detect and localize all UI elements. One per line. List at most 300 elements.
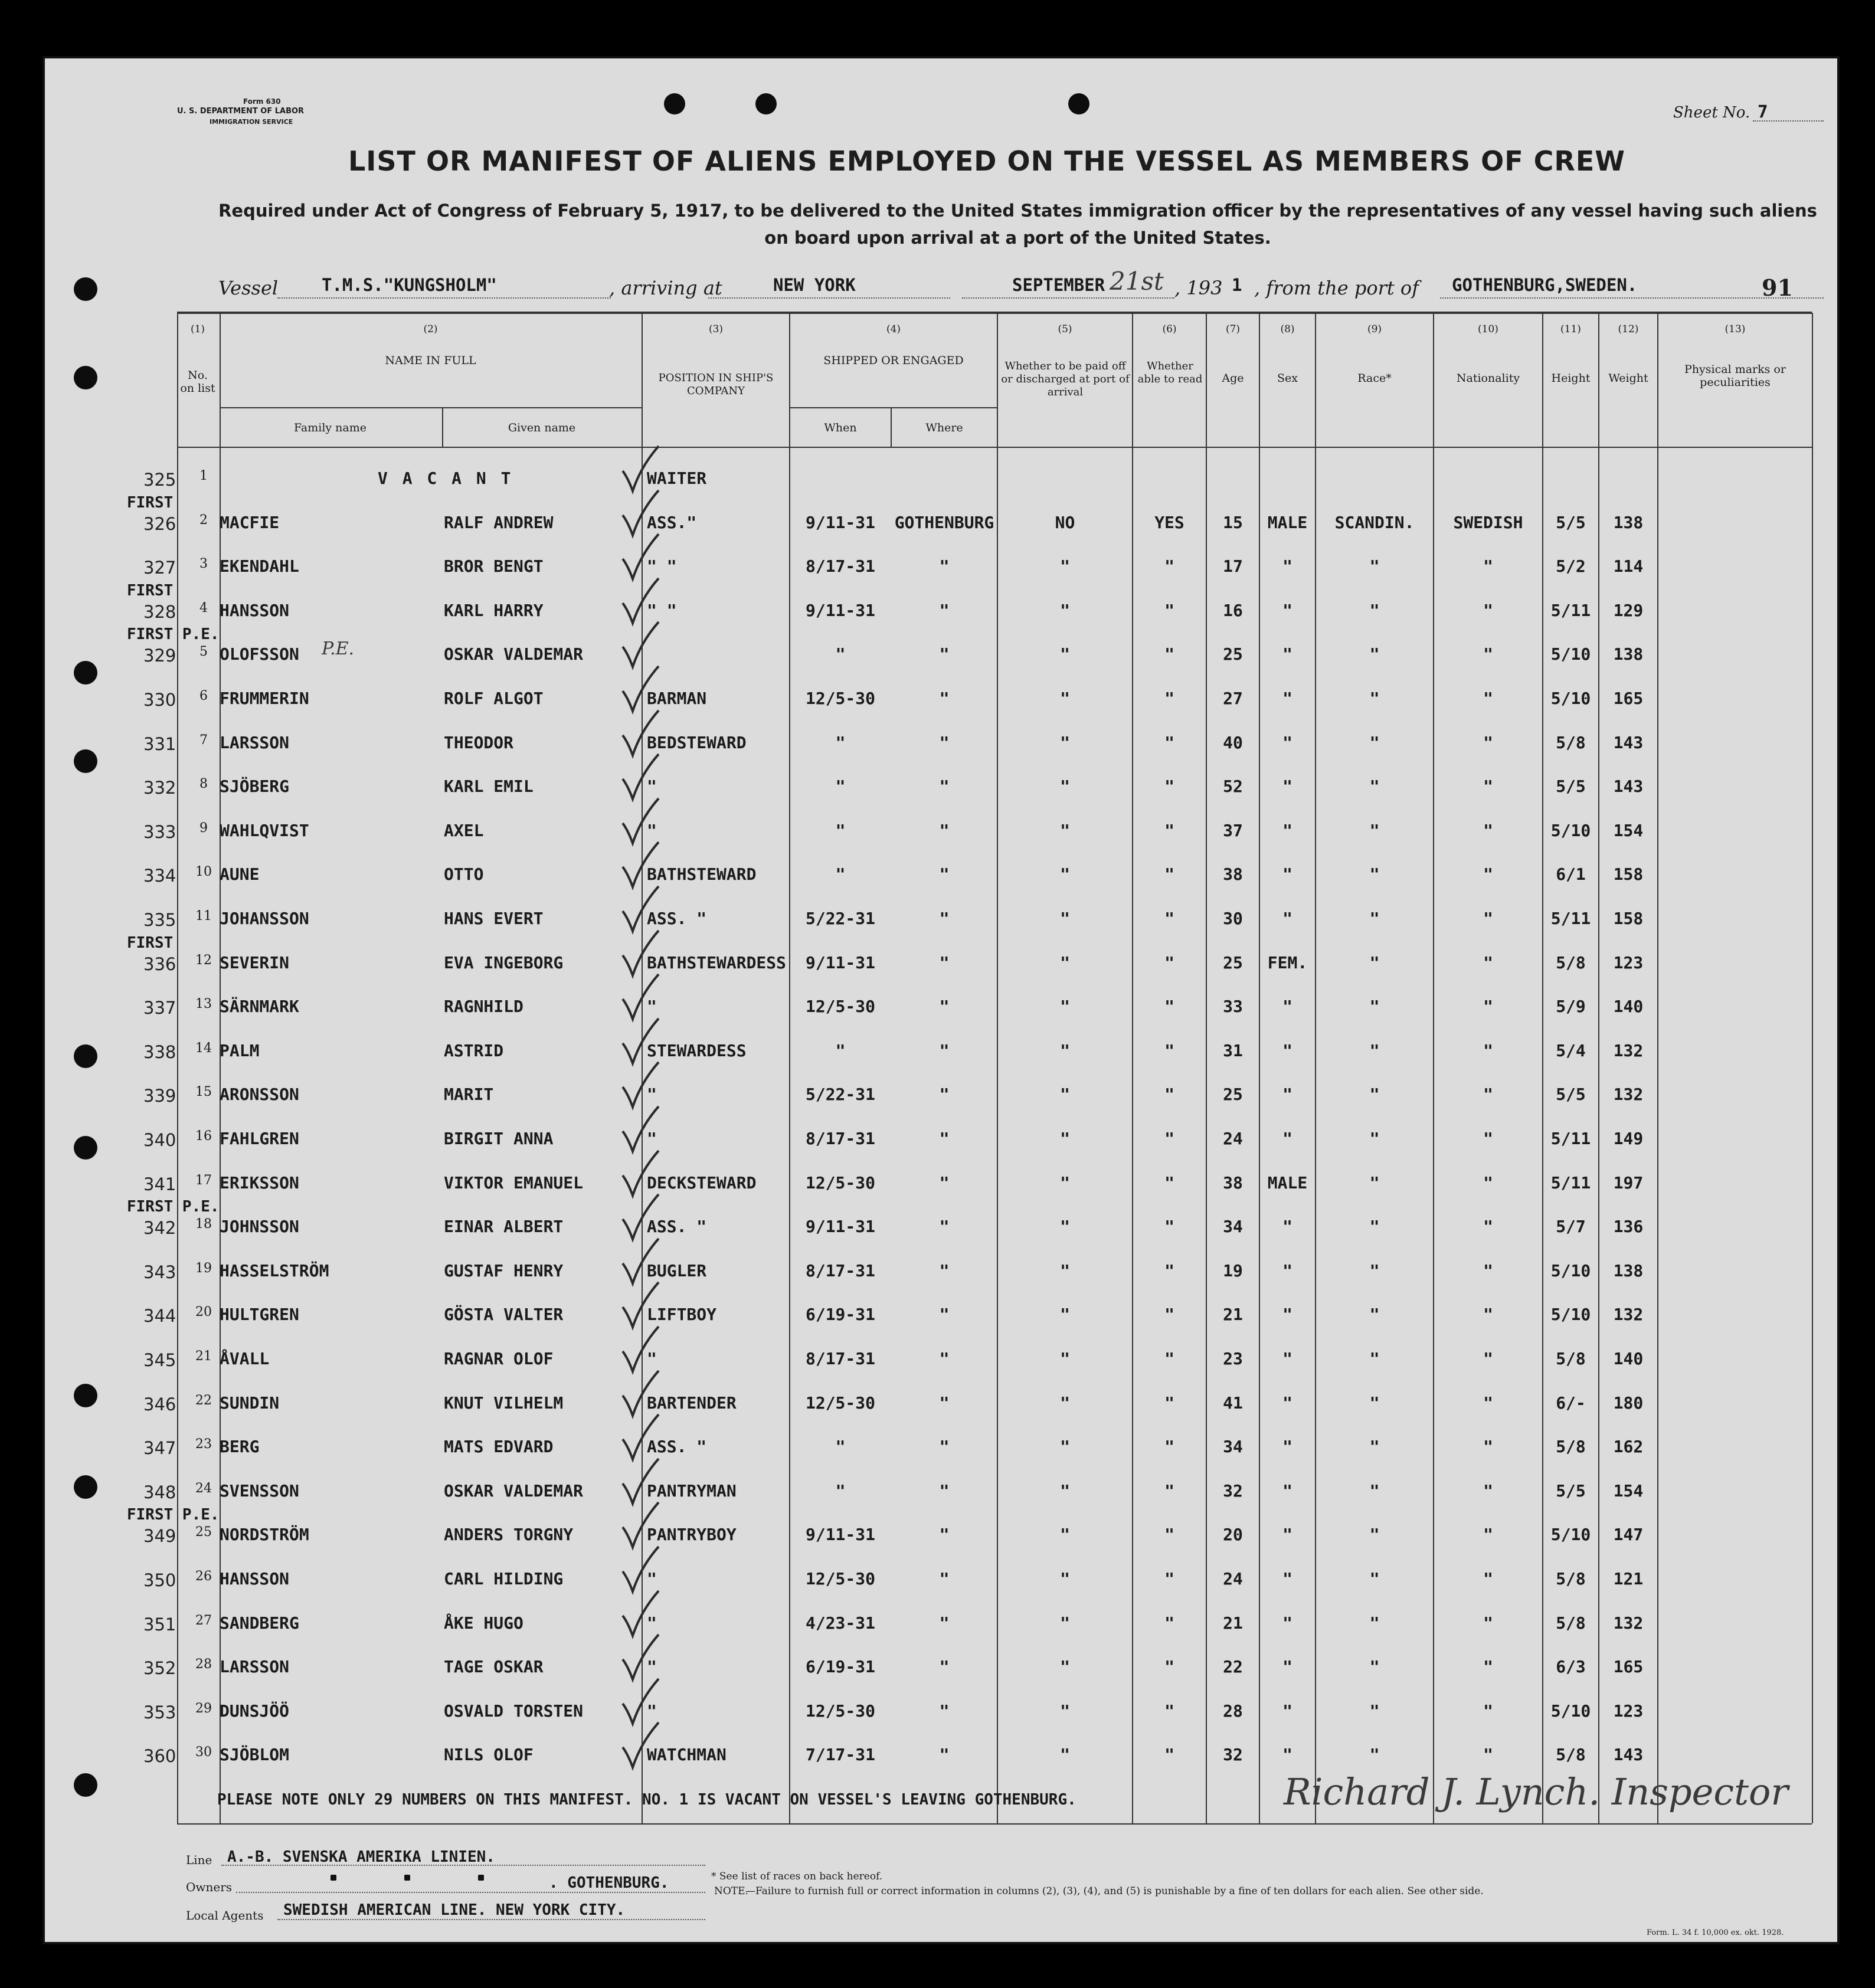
cell-given: ROLF ALGOT [444,689,544,708]
cell-family: SEVERIN [220,952,290,972]
first-note: FIRST [127,493,174,512]
cell-no: 25 [195,1525,212,1540]
arriving-label: , arriving at [609,277,722,299]
vessel-name: T.M.S."KUNGSHOLM" [322,275,497,295]
cell-read: " [1164,997,1174,1017]
cell-position: " [647,1085,657,1105]
cell-age: 25 [1223,952,1243,972]
line-value: A.-B. SVENSKA AMERIKA LINIEN. [227,1848,495,1866]
margin-number: 353 [143,1702,176,1722]
punch-hole [74,366,97,389]
cell-height: 5/10 [1550,1305,1591,1325]
cell-paid: " [1060,777,1070,797]
cell-read: " [1164,1173,1174,1193]
cell-given: MATS EDVARD [444,1437,554,1457]
cell-weight: 140 [1613,997,1644,1017]
cell-given: RAGNHILD [444,997,523,1017]
cell-sex: " [1282,1129,1292,1148]
cell-when: 9/11-31 [805,512,875,532]
cell-age: 19 [1223,1260,1243,1280]
cell-read: " [1164,689,1174,708]
punch-hole [74,1384,97,1407]
cell-age: 23 [1223,1349,1243,1368]
cell-sex: " [1282,1569,1292,1589]
cell-where: " [939,1305,950,1325]
punch-hole [74,1773,97,1797]
cell-sex: " [1282,1657,1292,1677]
cell-read: " [1164,1745,1174,1765]
cell-family: SJÖBERG [220,777,290,797]
cell-family: JOHNSSON [220,1217,299,1237]
cell-paid: " [1060,1260,1070,1280]
from-label: , from the port of [1254,277,1419,299]
cell-height: 5/2 [1556,556,1586,577]
cell-age: 27 [1223,689,1243,708]
margin-number: 342 [143,1218,176,1239]
cell-nat: " [1483,1701,1493,1721]
cell-height: 5/8 [1556,732,1586,752]
cell-given: EINAR ALBERT [444,1217,564,1237]
table-rule [997,313,998,1823]
cell-weight: 158 [1613,909,1644,928]
cell-when: 9/11-31 [805,1525,875,1545]
cell-no: 5 [199,644,208,660]
cell-age: 32 [1223,1745,1243,1765]
cell-where: " [939,1437,950,1457]
hdr-when: When [824,421,857,434]
cell-position: WATCHMAN [647,1745,727,1765]
cell-age: 21 [1223,1305,1243,1325]
cell-paid: " [1060,732,1070,752]
hdr-race: Race* [1357,372,1392,385]
cell-weight: 132 [1613,1305,1644,1325]
cell-sex: " [1282,1701,1292,1721]
cell-paid: " [1060,689,1070,708]
cell-no: 12 [195,952,212,968]
cell-paid: " [1060,644,1070,664]
cell-given: GUSTAF HENRY [444,1260,564,1280]
cell-when: 5/22-31 [805,1085,875,1105]
cell-race: " [1369,1349,1380,1368]
col-num-8: (8) [1280,323,1295,335]
cell-weight: 180 [1613,1393,1644,1413]
margin-number: 337 [143,998,176,1018]
cell-paid: " [1060,1085,1070,1105]
cell-race: " [1369,1393,1380,1413]
cell-no: 14 [195,1040,212,1056]
punch-hole [74,277,97,301]
cell-paid: " [1060,1217,1070,1237]
col-num-1: (1) [190,323,205,335]
cell-age: 34 [1223,1217,1243,1237]
margin-number: 331 [143,733,176,754]
cell-when: 7/17-31 [805,1745,875,1765]
cell-weight: 165 [1613,1657,1644,1677]
cell-given: BIRGIT ANNA [444,1129,554,1148]
cell-given: EVA INGEBORG [444,952,564,972]
cell-race: " [1369,1745,1380,1765]
cell-where: " [939,1745,950,1765]
cell-where: " [939,864,950,885]
first-note: FIRST P.E. [127,1198,220,1216]
cell-given: BROR BENGT [444,556,544,577]
cell-nat: SWEDISH [1453,512,1523,532]
cell-nat: " [1483,600,1493,620]
cell-given: KARL HARRY [444,600,544,620]
cell-paid: " [1060,952,1070,972]
cell-height: 5/8 [1556,1349,1586,1368]
cell-age: 34 [1223,1437,1243,1457]
cell-nat: " [1483,1349,1493,1368]
note-text: —Failure to furnish full or correct information in columns (2), (3), (4), and (5) is punishable by a fine of ten dollars for each alien. See other side. [745,1885,1484,1897]
margin-number: 326 [143,513,176,534]
cell-where: " [939,1525,950,1545]
col-num-12: (12) [1618,323,1639,335]
line-label: Line [186,1853,212,1867]
cell-position: BARTENDER [647,1393,737,1413]
cell-race: " [1369,644,1380,664]
cell-read: " [1164,864,1174,885]
cell-race: " [1369,1613,1380,1633]
cell-family: MACFIE [220,512,280,532]
cell-family: EKENDAHL [220,556,299,577]
cell-family: BERG [220,1437,260,1457]
cell-race: SCANDIN. [1334,512,1415,532]
cell-height: 5/8 [1556,1569,1586,1589]
cell-position: PANTRYBOY [647,1525,737,1545]
cell-position: " [647,1613,657,1633]
cell-given: CARL HILDING [444,1569,564,1589]
cell-no: 23 [195,1437,212,1452]
cell-where: " [939,1569,950,1589]
cell-family: ARONSSON [220,1085,299,1105]
cell-when: 9/11-31 [805,1217,875,1237]
cell-paid: " [1060,1040,1070,1060]
cell-given: HANS EVERT [444,909,544,928]
cell-position: " " [647,600,677,620]
cell-given: NILS OLOF [444,1745,534,1765]
cell-when: " [835,1437,846,1457]
cell-family: LARSSON [220,1657,290,1677]
arrival-day: 21st [1110,267,1164,296]
cell-read: " [1164,1437,1174,1457]
cell-when: 12/5-30 [805,1569,875,1589]
cell-position: " [647,1657,657,1677]
cell-weight: 143 [1613,1745,1644,1765]
cell-given: VIKTOR EMANUEL [444,1173,584,1193]
col-num-13: (13) [1725,323,1746,335]
page-number: 91 [1762,274,1793,301]
cell-where: " [939,909,950,928]
cell-where: " [939,732,950,752]
cell-weight: 138 [1613,1260,1644,1280]
cell-position: WAITER [647,469,707,488]
cell-when: 4/23-31 [805,1613,875,1633]
hdr-height: Height [1551,372,1591,385]
cell-given: TAGE OSKAR [444,1657,544,1677]
cell-family: FAHLGREN [220,1129,299,1148]
cell-nat: " [1483,1569,1493,1589]
cell-age: 17 [1223,556,1243,577]
cell-height: 5/4 [1556,1040,1586,1060]
cell-no: 9 [199,820,208,836]
cell-weight: 158 [1613,864,1644,885]
cell-height: 5/10 [1550,644,1591,664]
cell-no: 29 [195,1701,212,1716]
cell-given: KNUT VILHELM [444,1393,564,1413]
cell-nat: " [1483,909,1493,928]
cell-race: " [1369,1701,1380,1721]
cell-sex: " [1282,1305,1292,1325]
cell-where: " [939,1217,950,1237]
cell-position: ASS. " [647,1437,707,1457]
owners-value: . GOTHENBURG. [549,1874,669,1892]
cell-no: 20 [195,1305,212,1320]
col-num-11: (11) [1560,323,1581,335]
cell-given: OSKAR VALDEMAR [444,644,584,664]
cell-no: 18 [195,1217,212,1232]
cell-where: " [939,1613,950,1633]
cell-sex: MALE [1267,512,1308,532]
cell-weight: 140 [1613,1349,1644,1368]
cell-paid: " [1060,1569,1070,1589]
hdr-shipped: SHIPPED OR ENGAGED [823,354,964,367]
from-port: GOTHENBURG,SWEDEN. [1452,275,1638,295]
cell-nat: " [1483,556,1493,577]
cell-no: 26 [195,1569,212,1584]
cell-where: " [939,689,950,708]
cell-no: 10 [195,864,212,880]
cell-family: WAHLQVIST [220,820,309,840]
service: IMMIGRATION SERVICE [210,118,293,126]
cell-when: 9/11-31 [805,952,875,972]
cell-read: " [1164,1701,1174,1721]
cell-nat: " [1483,1085,1493,1105]
margin-number: 330 [143,690,176,710]
cell-read: " [1164,1525,1174,1545]
cell-sex: MALE [1267,1173,1308,1193]
cell-race: " [1369,1657,1380,1677]
sheet-number: 7 [1758,101,1768,122]
cell-weight: 154 [1613,820,1644,840]
cell-race: " [1369,1305,1380,1325]
cell-paid: " [1060,1701,1070,1721]
races-note: * See list of races on back hereof. [711,1871,883,1882]
cell-weight: 165 [1613,689,1644,708]
cell-weight: 147 [1613,1525,1644,1545]
form-number: Form 630 [243,97,281,106]
department: U. S. DEPARTMENT OF LABOR [177,107,305,116]
cell-where: " [939,1701,950,1721]
cell-when: " [835,1481,846,1501]
margin-number: 336 [143,954,176,974]
cell-given: MARIT [444,1085,494,1105]
cell-height: 5/10 [1550,689,1591,708]
punch-hole [74,1044,97,1068]
cell-weight: 121 [1613,1569,1644,1589]
cell-paid: " [1060,1613,1070,1633]
first-note: FIRST P.E. [127,1506,220,1524]
cell-race: " [1369,777,1380,797]
cell-position: BEDSTEWARD [647,732,747,752]
col-num-5: (5) [1058,323,1072,335]
cell-nat: " [1483,1481,1493,1501]
table-rule [1132,313,1133,1823]
cell-height: 5/5 [1556,512,1586,532]
cell-weight: 197 [1613,1173,1644,1193]
cell-given: ANDERS TORGNY [444,1525,574,1545]
cell-sex: " [1282,1040,1292,1060]
punch-hole [74,1475,97,1499]
cell-family: V A C A N T [378,469,513,488]
cell-when: " [835,820,846,840]
cell-read: " [1164,777,1174,797]
cell-position: " [647,997,657,1017]
cell-nat: " [1483,952,1493,972]
cell-family: JOHANSSON [220,909,309,928]
cell-nat: " [1483,1129,1493,1148]
cell-when: " [835,864,846,885]
cell-age: 41 [1223,1393,1243,1413]
cell-given: OSVALD TORSTEN [444,1701,584,1721]
first-note: FIRST [127,581,174,600]
cell-no: 1 [199,469,208,483]
cell-paid: " [1060,997,1070,1017]
margin-number: 350 [143,1570,176,1590]
cell-no: 30 [195,1745,212,1760]
cell-family: HANSSON [220,1569,290,1589]
margin-number: 344 [143,1306,176,1327]
cell-height: 6/1 [1556,864,1586,885]
cell-where: " [939,1349,950,1368]
margin-number: 332 [143,778,176,798]
cell-age: 21 [1223,1613,1243,1633]
cell-sex: " [1282,1745,1292,1765]
cell-family: AUNE [220,864,260,885]
cell-when: 12/5-30 [805,1173,875,1193]
cell-paid: " [1060,1437,1070,1457]
table-rule [220,407,642,408]
ditto-mark [404,1875,410,1881]
cell-no: 7 [199,732,208,748]
cell-race: " [1369,864,1380,885]
cell-age: 15 [1223,512,1243,532]
cell-age: 24 [1223,1129,1243,1148]
cell-race: " [1369,1525,1380,1545]
table-rule [1542,313,1543,1823]
cell-height: 5/9 [1556,997,1586,1017]
cell-position: " [647,1569,657,1589]
cell-where: " [939,1260,950,1280]
margin-number: 333 [143,821,176,842]
cell-position: " [647,1701,657,1721]
cell-family: DUNSJÖÖ [220,1701,290,1721]
cell-read: " [1164,1260,1174,1280]
cell-race: " [1369,1260,1380,1280]
cell-read: " [1164,1349,1174,1368]
cell-when: 8/17-31 [805,1260,875,1280]
cell-sex: " [1282,1525,1292,1545]
cell-age: 22 [1223,1657,1243,1677]
table-rule [177,447,1812,448]
margin-number: 334 [143,866,176,886]
cell-given: KARL EMIL [444,777,534,797]
cell-height: 5/10 [1550,1701,1591,1721]
cell-weight: 149 [1613,1129,1644,1148]
cell-when: 12/5-30 [805,997,875,1017]
cell-sex: " [1282,1260,1292,1280]
cell-nat: " [1483,732,1493,752]
cell-race: " [1369,732,1380,752]
cell-age: 31 [1223,1040,1243,1060]
cell-read: YES [1154,512,1184,532]
cell-position: LIFTBOY [647,1305,717,1325]
hdr-no-on-list: No. on list [180,369,215,395]
table-rule [1657,313,1658,1823]
cell-weight: 129 [1613,600,1644,620]
col-num-7: (7) [1225,323,1241,335]
col-num-6: (6) [1162,323,1177,335]
note-label: NOTE. [714,1885,748,1897]
cell-race: " [1369,1437,1380,1457]
cell-read: " [1164,1657,1174,1677]
cell-sex: " [1282,600,1292,620]
cell-where: " [939,820,950,840]
cell-race: " [1369,556,1380,577]
cell-paid: " [1060,1305,1070,1325]
cell-family: LARSSON [220,732,290,752]
cell-nat: " [1483,644,1493,664]
table-rule [1433,313,1434,1823]
cell-position: " [647,820,657,840]
cell-age: 24 [1223,1569,1243,1589]
cell-no: 16 [195,1129,212,1144]
cell-position: BATHSTEWARDESS [647,952,787,972]
cell-where: GOTHENBURG [894,512,994,532]
cell-weight: 162 [1613,1437,1644,1457]
cell-nat: " [1483,1525,1493,1545]
table-rule [177,1823,1812,1825]
cell-given: ÅKE HUGO [444,1613,523,1633]
cell-nat: " [1483,1613,1493,1633]
cell-height: 5/8 [1556,952,1586,972]
cell-when: 8/17-31 [805,1129,875,1148]
cell-where: " [939,997,950,1017]
punch-hole [74,749,97,773]
cell-read: " [1164,644,1174,664]
hdr-paid-off: Whether to be paid off or discharged at port of arrival [1001,360,1130,398]
cell-age: 25 [1223,644,1243,664]
cell-no: 24 [195,1481,212,1496]
punch-hole [1068,93,1089,114]
cell-position: " [647,777,657,797]
cell-where: " [939,1393,950,1413]
margin-number: 329 [143,646,176,666]
cell-sex: " [1282,1085,1292,1105]
cell-height: 6/3 [1556,1657,1586,1677]
cell-no: 2 [199,512,208,528]
cell-sex: " [1282,820,1292,840]
cell-family: HANSSON [220,600,290,620]
cell-age: 28 [1223,1701,1243,1721]
punch-hole [755,93,777,114]
cell-age: 16 [1223,600,1243,620]
cell-read: " [1164,952,1174,972]
cell-race: " [1369,1481,1380,1501]
cell-read: " [1164,1217,1174,1237]
subtitle-line-1: Required under Act of Congress of February 5, 1917, to be delivered to the United States immigration officer by the representatives of any vessel having such aliens [218,201,1817,221]
cell-no: 28 [195,1657,212,1672]
